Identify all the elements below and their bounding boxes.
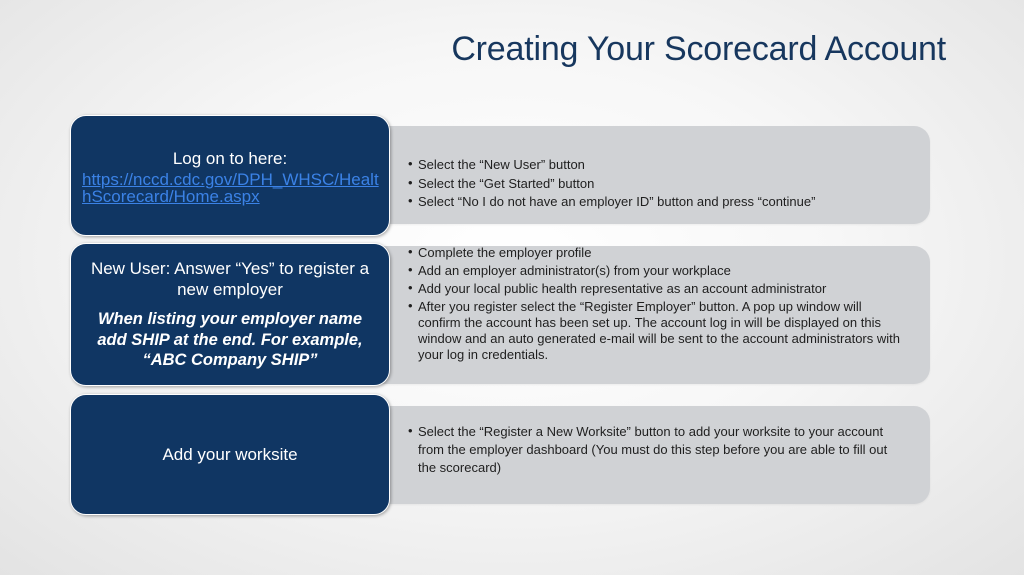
step-box-login xyxy=(70,115,390,236)
bullet-item: • Select the “Get Started” button xyxy=(408,176,908,192)
step-bullets xyxy=(408,245,904,365)
step-box-emphasis: When listing your employer name add SHIP at the end. For example, “ABC Company SHIP” xyxy=(97,310,363,370)
bullet-item: • Add your local public health representative as an account administrator xyxy=(408,281,904,297)
scorecard-link[interactable]: https://nccd.cdc.gov/DPH_WHSC/HealthScorecard/Home.aspx xyxy=(82,170,379,206)
step-bullets xyxy=(408,423,898,477)
step-box-text: New User: Answer “Yes” to register a new employer xyxy=(90,259,370,300)
step-box-new-user xyxy=(70,243,390,386)
step-box-text: Log on to here: xyxy=(172,149,288,168)
step-box-worksite xyxy=(70,394,390,515)
step-box-text: Add your worksite xyxy=(162,445,298,464)
bullet-item: • After you register select the “Register Employer” button. A pop up window will confirm the account has been set up. The account log in will be displayed on this window and an auto generated e-mail will be sent to the account administrators with your log in credentials. xyxy=(408,299,904,363)
slide-title: Creating Your Scorecard Account xyxy=(451,30,946,68)
bullet-item: • Select the “Register a New Worksite” button to add your worksite to your account from the employer dashboard (You must do this step before you are able to fill out the scorecard) xyxy=(408,423,898,477)
bullet-item: • Select “No I do not have an employer ID” button and press “continue” xyxy=(408,194,908,210)
bullet-item: • Select the “New User” button xyxy=(408,157,908,173)
bullet-item: • Add an employer administrator(s) from your workplace xyxy=(408,263,904,279)
bullet-item: • Complete the employer profile xyxy=(408,245,904,261)
step-bullets xyxy=(408,157,908,213)
